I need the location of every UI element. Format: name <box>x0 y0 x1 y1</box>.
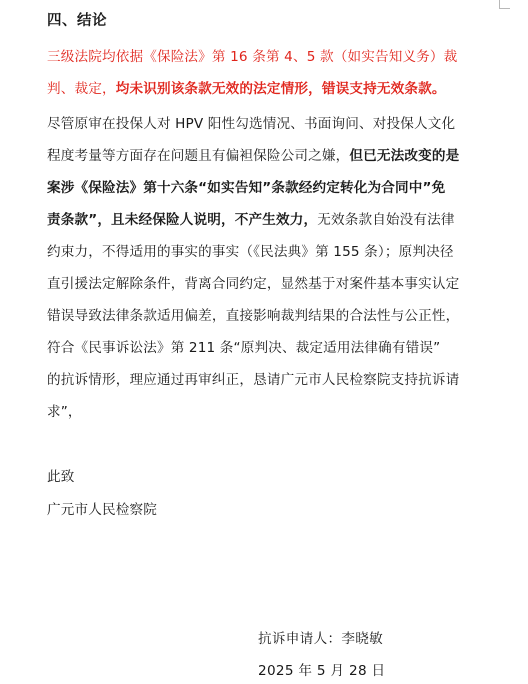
body-line-4-bold: 责条款”，且未经保险人说明，不产生效力， <box>47 212 318 228</box>
body-line-4 <box>47 208 455 228</box>
section-heading: 四、结论 <box>47 13 107 29</box>
conclusion-line-1: 三级法院均依据《保险法》第 16 条第 4、5 款（如实告知义务）裁 <box>47 49 458 65</box>
signature-date: 2025 年 5 月 28 日 <box>258 663 386 679</box>
body-line-7: 错误导致法律条款适用偏差，直接影响裁判结果的合法性与公正性， <box>47 308 460 324</box>
page-corner-mark <box>499 0 510 9</box>
body-line-5: 约束力，不得适用的事实的事实（《民法典》第 155 条）；原判决径 <box>47 244 454 260</box>
body-line-10: 求”， <box>47 404 82 420</box>
recipient: 广元市人民检察院 <box>47 502 157 518</box>
body-line-3: 案涉《保险法》第十六条“如实告知”条款经约定转化为合同中”免 <box>47 180 446 196</box>
conclusion-line-2-bold: 均未识别该条款无效的法定情形，错误支持无效条款。 <box>115 81 446 97</box>
body-line-4-normal: 无效条款自始没有法律 <box>317 212 455 228</box>
applicant-signature: 抗诉申请人：李晓敏 <box>258 631 384 647</box>
body-line-2-bold: 但已无法改变的是 <box>349 148 460 164</box>
salutation: 此致 <box>47 469 75 485</box>
body-line-2-normal: 程度考量等方面存在问题且有偏袒保险公司之嫌， <box>47 148 350 164</box>
body-line-1: 尽管原审在投保人对 HPV 阳性勾选情况、书面询问、对投保人文化 <box>47 116 456 132</box>
body-line-2 <box>47 144 459 164</box>
body-line-6: 直引援法定解除条件，背离合同约定，显然基于对案件基本事实认定 <box>47 276 460 292</box>
body-line-9: 的抗诉情形，理应通过再审纠正，恳请广元市人民检察院支持抗诉请 <box>47 372 460 388</box>
conclusion-line-2 <box>47 77 446 97</box>
body-line-8: 符合《民事诉讼法》第 211 条“原判决、裁定适用法律确有错误” <box>47 340 441 356</box>
conclusion-line-2-normal: 判、裁定， <box>47 81 116 97</box>
